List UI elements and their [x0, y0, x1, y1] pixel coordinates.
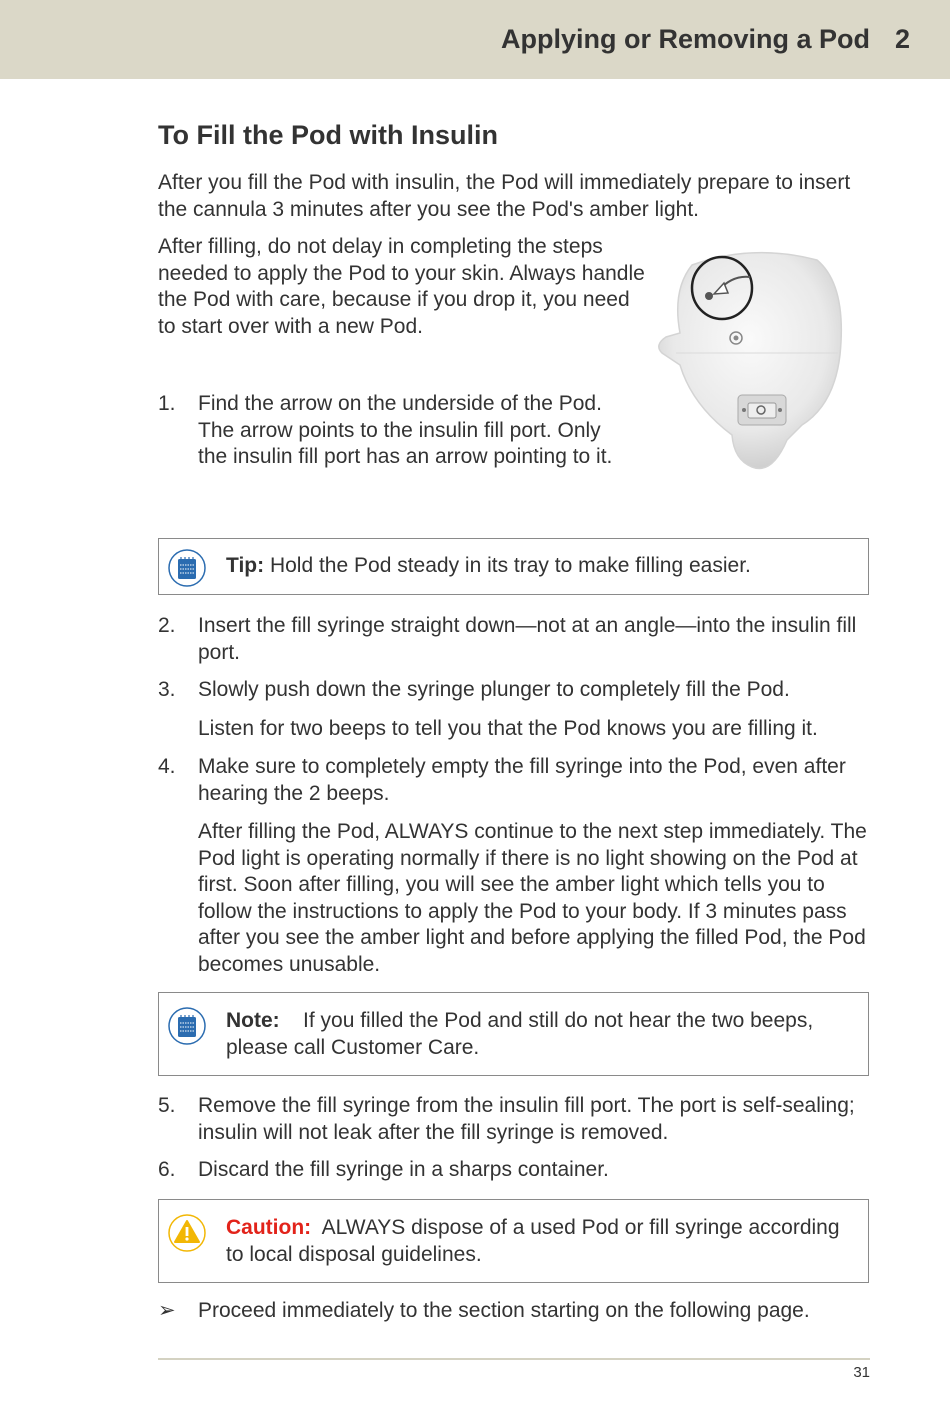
step-5: [158, 1093, 873, 1146]
step-4-detail: After filling the Pod, ALWAYS continue to the next step immediately. The Pod light is operating normally if there is no light showing on the Pod at first. Soon after filling, you will see the amber light which tells you to follow the instructions to apply the Pod to your body. If 3 minutes pass after you see the amber light and before applying the filled Pod, the Pod becomes unusable.: [198, 820, 867, 976]
step-text: Insert the fill syringe straight down—not at an angle—into the insulin fill port.: [198, 614, 857, 664]
notepad-icon: [167, 548, 207, 593]
step-text: Discard the fill syringe in a sharps container.: [198, 1158, 609, 1181]
caution-box: [158, 1199, 869, 1283]
pod-underside-illustration: [652, 245, 852, 480]
tip-text: Hold the Pod steady in its tray to make filling easier.: [269, 554, 751, 577]
step-6: [158, 1157, 873, 1184]
step-number: 4.: [158, 755, 176, 778]
pod-image: [652, 245, 852, 475]
proceed-item: [158, 1298, 873, 1325]
intro-paragraph-1: After you fill the Pod with insulin, the Pod will immediately prepare to insert the cannula 3 minutes after you see the Pod's amber light.: [158, 171, 851, 221]
step-number: 2.: [158, 614, 176, 637]
warning-icon: [167, 1213, 207, 1258]
chapter-title: Applying or Removing a Pod: [500, 24, 870, 54]
step-2: [158, 613, 873, 666]
notepad-icon: [167, 1006, 207, 1051]
step-number: 6.: [158, 1158, 176, 1181]
step-number: 3.: [158, 678, 176, 701]
intro-paragraph-2: After filling, do not delay in completing the steps needed to apply the Pod to your skin. Always handle the Pod with care, because if you drop it, you need to start over with a new Pod.: [158, 235, 645, 338]
page-number: 31: [853, 1364, 870, 1381]
proceed-text: Proceed immediately to the section starting on the following page.: [198, 1299, 810, 1322]
section-title: To Fill the Pod with Insulin: [158, 120, 498, 150]
footer-divider: [158, 1358, 870, 1360]
caution-label: Caution:: [226, 1216, 312, 1239]
caution-content: [226, 1215, 854, 1268]
step-number: 1.: [158, 392, 176, 415]
note-text: If you filled the Pod and still do not hear the two beeps, please call Customer Care.: [226, 1009, 814, 1059]
step-number: 5.: [158, 1094, 176, 1117]
tip-box: [158, 538, 869, 595]
caution-text: ALWAYS dispose of a used Pod or fill syringe according to local disposal guidelines.: [226, 1216, 840, 1266]
note-content: [226, 1008, 854, 1061]
step-1: [158, 391, 633, 471]
arrow-bullet-icon: ➢: [158, 1299, 176, 1322]
step-text: Remove the fill syringe from the insulin fill port. The port is self-sealing; insulin will not leak after the fill syringe is removed.: [198, 1094, 855, 1144]
step-text: Slowly push down the syringe plunger to completely fill the Pod.: [198, 678, 790, 701]
step-4: [158, 754, 873, 807]
step-text: Find the arrow on the underside of the Pod. The arrow points to the insulin fill port. Only the insulin fill port has an arrow pointing to it.: [198, 392, 613, 468]
chapter-number: 2: [894, 24, 910, 54]
tip-label: Tip:: [226, 554, 265, 577]
note-label: Note:: [226, 1009, 280, 1032]
step-3: [158, 677, 873, 704]
note-box: [158, 992, 869, 1076]
step-text: Make sure to completely empty the fill syringe into the Pod, even after hearing the 2 beeps.: [198, 755, 846, 805]
page-header: [0, 0, 950, 79]
step-3-detail: Listen for two beeps to tell you that the Pod knows you are filling it.: [198, 717, 818, 740]
tip-content: [226, 553, 854, 580]
